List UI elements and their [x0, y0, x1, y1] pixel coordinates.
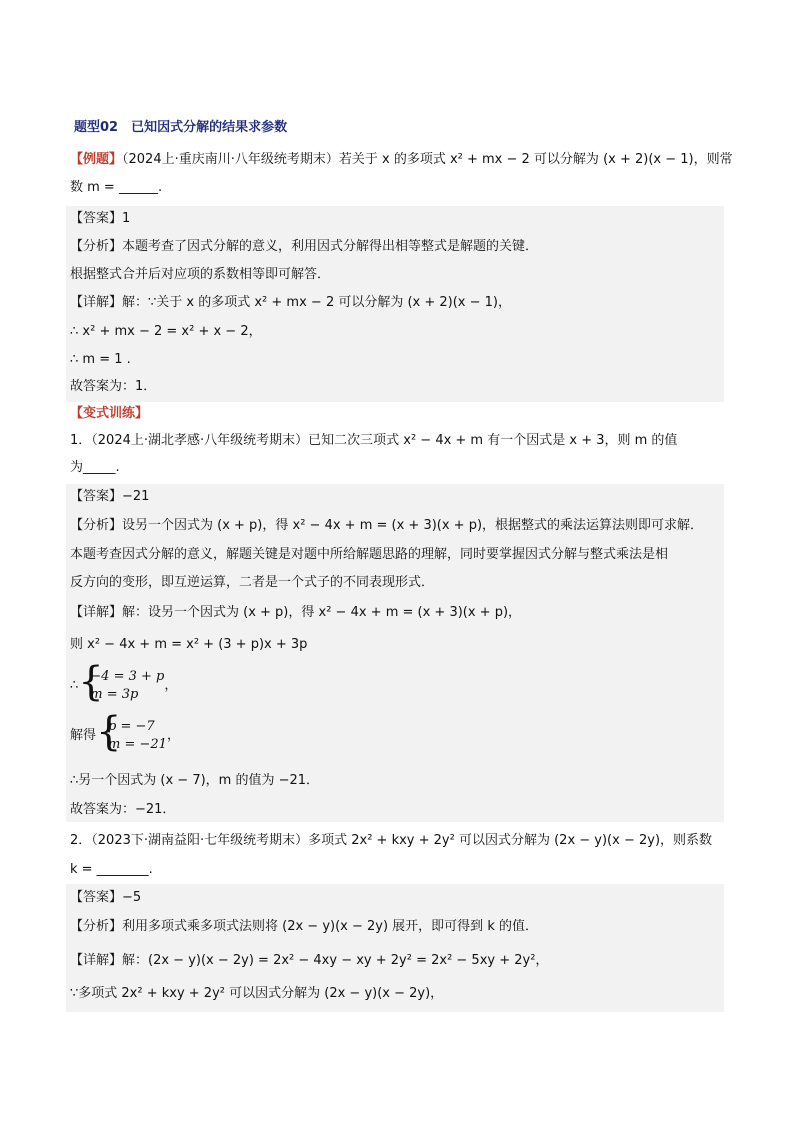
- q1-answer: 【答案】−21: [70, 489, 150, 504]
- q1-system1-eq-b: m = 3p: [90, 687, 139, 702]
- q1-system1-suffix: ，: [164, 678, 178, 693]
- q1-equation-system-1: [70, 659, 178, 708]
- variant-training-tag: 【变式训练】: [70, 406, 149, 421]
- q1-analysis-cont-1: 本题考查因式分解的意义，解题关键是对题中所给解题思路的理解，同时要掌握因式分解与整式乘法是相: [70, 547, 669, 562]
- q1-analysis-cont-2: 反方向的变形，即互逆运算，二者是一个式子的不同表现形式．: [70, 575, 435, 590]
- q1-equation-system-2: [70, 709, 180, 758]
- left-brace-icon: {: [78, 659, 104, 705]
- example-question-line1: [70, 150, 733, 170]
- q2-analysis: 【分析】利用多项式乘多项式法则将 (2x − y)(x − 2y) 展开，即可得到 k 的值．: [70, 919, 538, 934]
- q1-system2-eq-b: m = −21: [108, 737, 167, 752]
- example-tag: 【例题】: [70, 152, 123, 167]
- q2-question-line2: k = ________.: [70, 862, 153, 877]
- q1-detail-2: 则 x² − 4x + m = x² + (3 + p)x + 3p: [70, 637, 308, 652]
- q1-detail-5: ∴另一个因式为 (x − 7)，m 的值为 −21．: [70, 773, 320, 788]
- section-heading: 题型02 已知因式分解的结果求参数: [74, 120, 288, 135]
- q2-question-line1: 2．（2023下·湖南益阳·七年级统考期末）多项式 2x² + kxy + 2y² 可以因式分解为 (2x − y)(x − 2y)，则系数: [70, 833, 713, 848]
- q1-system2-eq-a: p = −7: [108, 719, 155, 734]
- left-brace-icon: {: [96, 709, 122, 755]
- q1-system2-suffix: ，: [166, 728, 180, 743]
- q2-detail-1: 【详解】解：(2x − y)(x − 2y) = 2x² − 4xy − xy + 2y² = 2x² − 5xy + 2y²，: [70, 953, 549, 968]
- q1-system2-prefix: 解得: [70, 728, 97, 743]
- q1-system1-prefix: ∴: [70, 678, 79, 693]
- q1-detail-1: 【详解】解：设另一个因式为 (x + p)，得 x² − 4x + m = (x + 3)(x + p)，: [70, 605, 522, 620]
- q1-question-line2: 为_____.: [70, 460, 120, 475]
- q1-question-line1: 1．（2024上·湖北孝感·八年级统考期末）已知二次三项式 x² − 4x + m 有一个因式是 x + 3，则 m 的值: [70, 433, 678, 448]
- q2-detail-2: ∵多项式 2x² + kxy + 2y² 可以因式分解为 (2x − y)(x − 2y)，: [70, 986, 444, 1001]
- example-detail-1: 【详解】解：∵关于 x 的多项式 x² + mx − 2 可以分解为 (x + 2)(x − 1)，: [70, 295, 512, 310]
- example-detail-4: 故答案为：1．: [70, 379, 157, 394]
- example-question-line2: 数 m = ______.: [70, 180, 163, 195]
- q1-system1-eq-a: −4 = 3 + p: [90, 669, 165, 684]
- example-answer: 【答案】1: [70, 211, 131, 226]
- q1-analysis: 【分析】设另一个因式为 (x + p)，得 x² − 4x + m = (x + 3)(x + p)，根据整式的乘法运算法则即可求解．: [70, 518, 704, 533]
- example-analysis-cont: 根据整式合并后对应项的系数相等即可解答．: [70, 267, 331, 282]
- example-detail-3: ∴ m = 1 .: [70, 352, 131, 367]
- example-analysis: 【分析】本题考查了因式分解的意义，利用因式分解得出相等整式是解题的关键．: [70, 239, 539, 254]
- example-question-text: （2024上·重庆南川·八年级统考期末）若关于 x 的多项式 x² + mx − 2 可以分解为 (x + 2)(x − 1)，则常: [122, 152, 733, 167]
- q1-detail-6: 故答案为：−21．: [70, 802, 176, 817]
- example-detail-2: ∴ x² + mx − 2 = x² + x − 2，: [70, 324, 262, 339]
- q2-answer: 【答案】−5: [70, 890, 142, 905]
